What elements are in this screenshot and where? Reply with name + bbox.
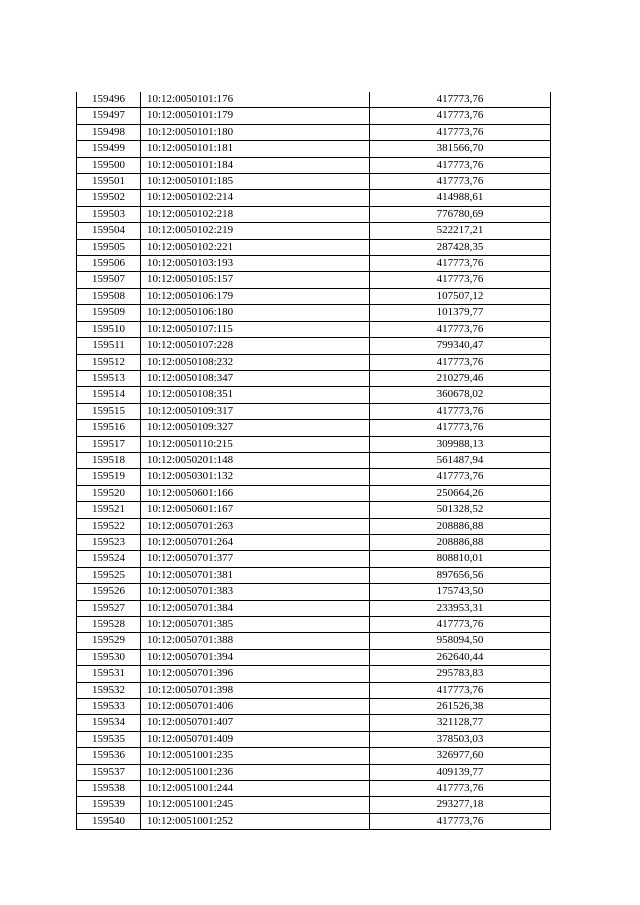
row-number-cell: 159524 <box>77 551 141 567</box>
cadastral-number-cell: 10:12:0050101:176 <box>141 92 370 108</box>
value-cell: 208886,88 <box>370 534 551 550</box>
table-row <box>77 518 551 534</box>
row-number-cell: 159525 <box>77 567 141 583</box>
row-number-cell: 159539 <box>77 797 141 813</box>
value-cell: 417773,76 <box>370 813 551 829</box>
value-cell: 417773,76 <box>370 420 551 436</box>
value-cell: 417773,76 <box>370 108 551 124</box>
table-row <box>77 190 551 206</box>
value-cell: 417773,76 <box>370 272 551 288</box>
table-row <box>77 699 551 715</box>
cadastral-number-cell: 10:12:0050102:218 <box>141 206 370 222</box>
row-number-cell: 159512 <box>77 354 141 370</box>
row-number-cell: 159528 <box>77 617 141 633</box>
row-number-cell: 159537 <box>77 764 141 780</box>
cadastral-number-cell: 10:12:0051001:236 <box>141 764 370 780</box>
table-row <box>77 748 551 764</box>
row-number-cell: 159534 <box>77 715 141 731</box>
cadastral-number-cell: 10:12:0050701:264 <box>141 534 370 550</box>
row-number-cell: 159533 <box>77 699 141 715</box>
cadastral-number-cell: 10:12:0050106:179 <box>141 288 370 304</box>
row-number-cell: 159510 <box>77 321 141 337</box>
row-number-cell: 159498 <box>77 124 141 140</box>
table-row <box>77 452 551 468</box>
row-number-cell: 159497 <box>77 108 141 124</box>
table-row <box>77 781 551 797</box>
cadastral-number-cell: 10:12:0050108:351 <box>141 387 370 403</box>
table-row <box>77 272 551 288</box>
row-number-cell: 159513 <box>77 370 141 386</box>
row-number-cell: 159518 <box>77 452 141 468</box>
cadastral-number-cell: 10:12:0050701:385 <box>141 617 370 633</box>
row-number-cell: 159538 <box>77 781 141 797</box>
cadastral-number-cell: 10:12:0050101:184 <box>141 157 370 173</box>
row-number-cell: 159505 <box>77 239 141 255</box>
value-cell: 417773,76 <box>370 174 551 190</box>
table-row <box>77 666 551 682</box>
cadastral-number-cell: 10:12:0050102:219 <box>141 223 370 239</box>
table-row <box>77 354 551 370</box>
cadastral-number-cell: 10:12:0050201:148 <box>141 452 370 468</box>
row-number-cell: 159516 <box>77 420 141 436</box>
cadastral-number-cell: 10:12:0050101:180 <box>141 124 370 140</box>
cadastral-number-cell: 10:12:0050101:185 <box>141 174 370 190</box>
table-row <box>77 239 551 255</box>
table-row <box>77 764 551 780</box>
table-row <box>77 403 551 419</box>
row-number-cell: 159540 <box>77 813 141 829</box>
row-number-cell: 159496 <box>77 92 141 108</box>
value-cell: 295783,83 <box>370 666 551 682</box>
row-number-cell: 159514 <box>77 387 141 403</box>
row-number-cell: 159526 <box>77 584 141 600</box>
cadastral-number-cell: 10:12:0050101:181 <box>141 141 370 157</box>
cadastral-number-cell: 10:12:0050601:166 <box>141 485 370 501</box>
row-number-cell: 159511 <box>77 338 141 354</box>
row-number-cell: 159501 <box>77 174 141 190</box>
value-cell: 293277,18 <box>370 797 551 813</box>
table-row <box>77 288 551 304</box>
table-row <box>77 485 551 501</box>
table-row <box>77 436 551 452</box>
value-cell: 101379,77 <box>370 305 551 321</box>
row-number-cell: 159504 <box>77 223 141 239</box>
cadastral-number-cell: 10:12:0050701:381 <box>141 567 370 583</box>
row-number-cell: 159521 <box>77 502 141 518</box>
value-cell: 561487,94 <box>370 452 551 468</box>
document-table <box>76 92 551 830</box>
cadastral-number-cell: 10:12:0050108:347 <box>141 370 370 386</box>
row-number-cell: 159515 <box>77 403 141 419</box>
cadastral-number-cell: 10:12:0050701:396 <box>141 666 370 682</box>
table-body <box>77 92 551 830</box>
table-row <box>77 633 551 649</box>
row-number-cell: 159517 <box>77 436 141 452</box>
value-cell: 417773,76 <box>370 469 551 485</box>
row-number-cell: 159499 <box>77 141 141 157</box>
cadastral-number-cell: 10:12:0050601:167 <box>141 502 370 518</box>
value-cell: 326977,60 <box>370 748 551 764</box>
table-row <box>77 797 551 813</box>
value-cell: 175743,50 <box>370 584 551 600</box>
cadastral-number-cell: 10:12:0051001:244 <box>141 781 370 797</box>
value-cell: 417773,76 <box>370 403 551 419</box>
table-row <box>77 469 551 485</box>
cadastral-number-cell: 10:12:0050108:232 <box>141 354 370 370</box>
row-number-cell: 159531 <box>77 666 141 682</box>
row-number-cell: 159523 <box>77 534 141 550</box>
cadastral-number-cell: 10:12:0050701:263 <box>141 518 370 534</box>
value-cell: 958094,50 <box>370 633 551 649</box>
cadastral-number-cell: 10:12:0051001:252 <box>141 813 370 829</box>
row-number-cell: 159532 <box>77 682 141 698</box>
cadastral-number-cell: 10:12:0050701:377 <box>141 551 370 567</box>
table-row <box>77 206 551 222</box>
cadastral-number-cell: 10:12:0051001:245 <box>141 797 370 813</box>
cadastral-number-cell: 10:12:0050701:406 <box>141 699 370 715</box>
row-number-cell: 159536 <box>77 748 141 764</box>
value-cell: 250664,26 <box>370 485 551 501</box>
table-row <box>77 649 551 665</box>
cadastral-number-cell: 10:12:0050102:221 <box>141 239 370 255</box>
cadastral-number-cell: 10:12:0050701:384 <box>141 600 370 616</box>
value-cell: 417773,76 <box>370 124 551 140</box>
table-row <box>77 813 551 829</box>
value-cell: 799340,47 <box>370 338 551 354</box>
table-row <box>77 338 551 354</box>
cadastral-number-cell: 10:12:0050110:215 <box>141 436 370 452</box>
value-cell: 501328,52 <box>370 502 551 518</box>
cadastral-number-cell: 10:12:0051001:235 <box>141 748 370 764</box>
row-number-cell: 159522 <box>77 518 141 534</box>
row-number-cell: 159507 <box>77 272 141 288</box>
row-number-cell: 159527 <box>77 600 141 616</box>
value-cell: 417773,76 <box>370 781 551 797</box>
value-cell: 414988,61 <box>370 190 551 206</box>
value-cell: 261526,38 <box>370 699 551 715</box>
row-number-cell: 159506 <box>77 256 141 272</box>
cadastral-number-cell: 10:12:0050106:180 <box>141 305 370 321</box>
table-row <box>77 567 551 583</box>
row-number-cell: 159520 <box>77 485 141 501</box>
table-row <box>77 584 551 600</box>
table-row <box>77 141 551 157</box>
table-row <box>77 715 551 731</box>
row-number-cell: 159530 <box>77 649 141 665</box>
table-row <box>77 321 551 337</box>
value-cell: 417773,76 <box>370 617 551 633</box>
table-row <box>77 305 551 321</box>
value-cell: 417773,76 <box>370 256 551 272</box>
value-cell: 417773,76 <box>370 682 551 698</box>
value-cell: 381566,70 <box>370 141 551 157</box>
table-row <box>77 534 551 550</box>
value-cell: 233953,31 <box>370 600 551 616</box>
value-cell: 378503,03 <box>370 731 551 747</box>
table-row <box>77 223 551 239</box>
cadastral-number-cell: 10:12:0050109:327 <box>141 420 370 436</box>
cadastral-number-cell: 10:12:0050701:383 <box>141 584 370 600</box>
cadastral-number-cell: 10:12:0050701:409 <box>141 731 370 747</box>
row-number-cell: 159535 <box>77 731 141 747</box>
table-row <box>77 420 551 436</box>
value-cell: 417773,76 <box>370 321 551 337</box>
value-cell: 208886,88 <box>370 518 551 534</box>
table-row <box>77 617 551 633</box>
value-cell: 360678,02 <box>370 387 551 403</box>
table-row <box>77 682 551 698</box>
table-row <box>77 92 551 108</box>
row-number-cell: 159519 <box>77 469 141 485</box>
cadastral-number-cell: 10:12:0050101:179 <box>141 108 370 124</box>
cadastral-number-cell: 10:12:0050701:398 <box>141 682 370 698</box>
table-row <box>77 157 551 173</box>
table-row <box>77 108 551 124</box>
cadastral-number-cell: 10:12:0050102:214 <box>141 190 370 206</box>
table-row <box>77 256 551 272</box>
value-cell: 522217,21 <box>370 223 551 239</box>
value-cell: 262640,44 <box>370 649 551 665</box>
value-cell: 309988,13 <box>370 436 551 452</box>
value-cell: 287428,35 <box>370 239 551 255</box>
cadastral-number-cell: 10:12:0050109:317 <box>141 403 370 419</box>
row-number-cell: 159508 <box>77 288 141 304</box>
value-cell: 776780,69 <box>370 206 551 222</box>
row-number-cell: 159503 <box>77 206 141 222</box>
value-cell: 417773,76 <box>370 157 551 173</box>
cadastral-number-cell: 10:12:0050105:157 <box>141 272 370 288</box>
row-number-cell: 159529 <box>77 633 141 649</box>
value-cell: 409139,77 <box>370 764 551 780</box>
value-cell: 417773,76 <box>370 92 551 108</box>
value-cell: 897656,56 <box>370 567 551 583</box>
row-number-cell: 159502 <box>77 190 141 206</box>
value-cell: 808810,01 <box>370 551 551 567</box>
value-cell: 210279,46 <box>370 370 551 386</box>
table-row <box>77 551 551 567</box>
cadastral-number-cell: 10:12:0050103:193 <box>141 256 370 272</box>
value-cell: 107507,12 <box>370 288 551 304</box>
table-row <box>77 600 551 616</box>
table-row <box>77 124 551 140</box>
cadastral-number-cell: 10:12:0050701:394 <box>141 649 370 665</box>
value-cell: 417773,76 <box>370 354 551 370</box>
table-row <box>77 387 551 403</box>
table-row <box>77 502 551 518</box>
cadastral-number-cell: 10:12:0050107:115 <box>141 321 370 337</box>
table-row <box>77 174 551 190</box>
value-cell: 321128,77 <box>370 715 551 731</box>
table-row <box>77 370 551 386</box>
cadastral-number-cell: 10:12:0050701:388 <box>141 633 370 649</box>
table-row <box>77 731 551 747</box>
cadastral-number-cell: 10:12:0050301:132 <box>141 469 370 485</box>
cadastral-number-cell: 10:12:0050701:407 <box>141 715 370 731</box>
row-number-cell: 159509 <box>77 305 141 321</box>
row-number-cell: 159500 <box>77 157 141 173</box>
cadastral-number-cell: 10:12:0050107:228 <box>141 338 370 354</box>
